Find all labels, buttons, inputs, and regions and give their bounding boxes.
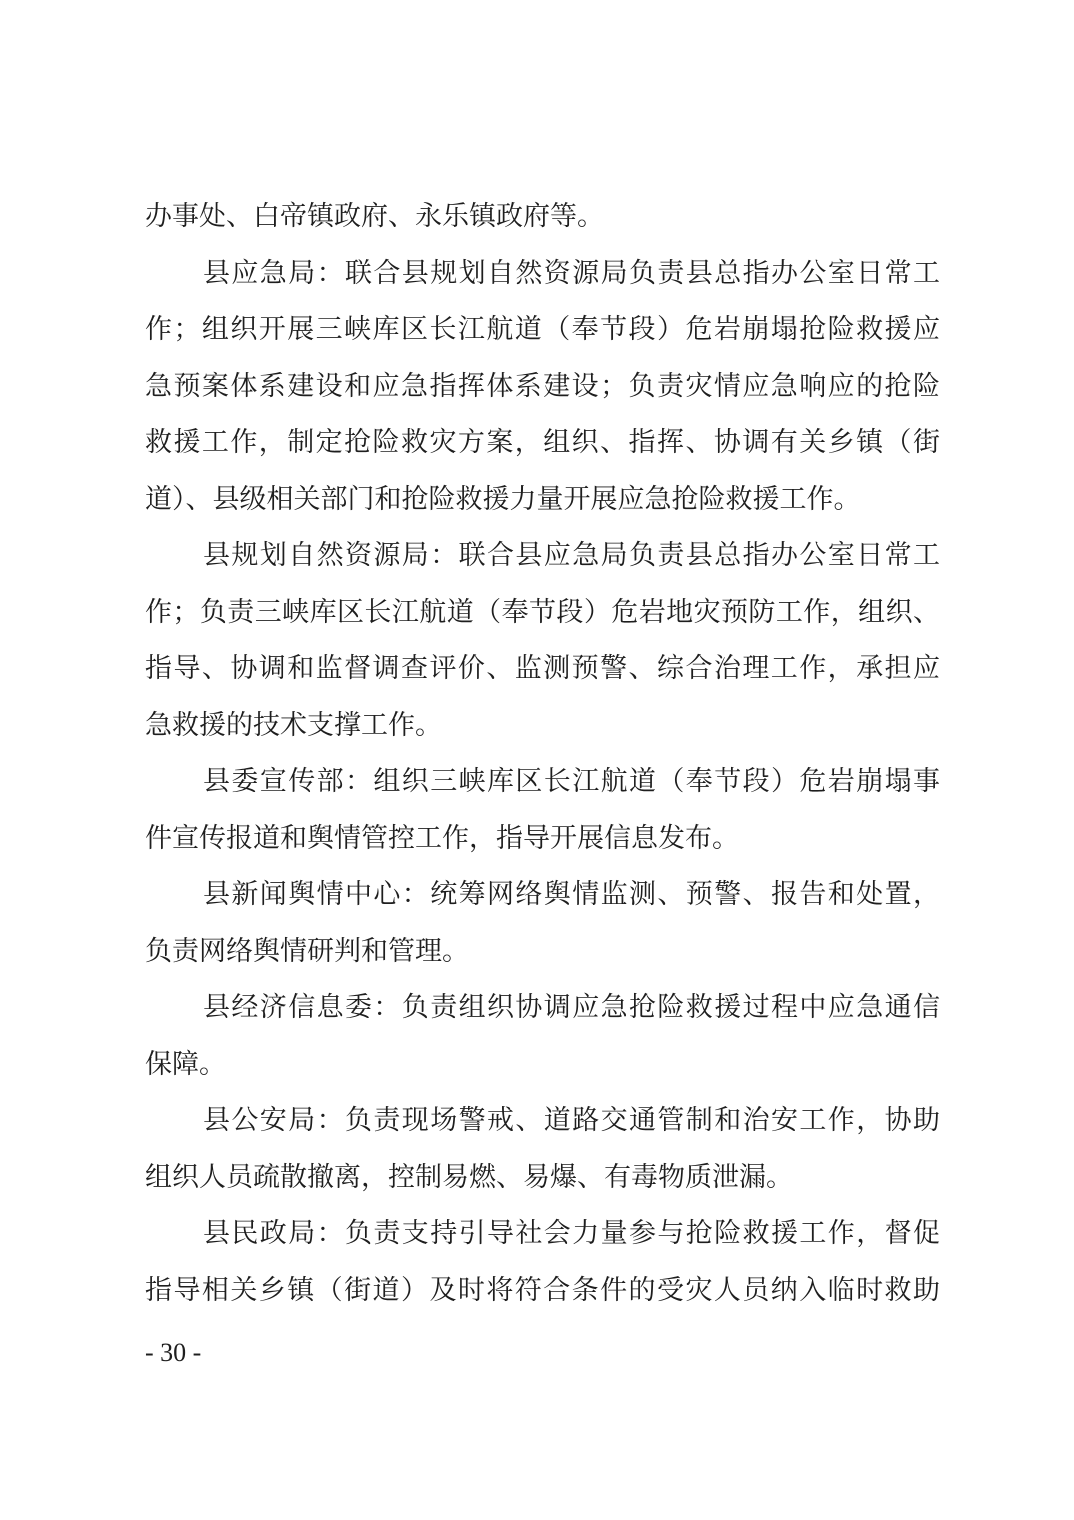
text-line: 作；组织开展三峡库区长江航道（奉节段）危岩崩塌抢险救援应 bbox=[145, 314, 940, 345]
text-line: 急预案体系建设和应急指挥体系建设；负责灾情应急响应的抢险 bbox=[145, 370, 940, 402]
text-line: 县公安局：负责现场警戒、道路交通管制和治安工作，协助 bbox=[203, 1105, 940, 1136]
text-line: 救援工作，制定抢险救灾方案，组织、指挥、协调有关乡镇（街 bbox=[145, 427, 940, 458]
page-number: - 30 - bbox=[145, 1338, 202, 1367]
text-line: 指导、协调和监督调查评价、监测预警、综合治理工作，承担应 bbox=[145, 653, 940, 684]
text-line: 办事处、白帝镇政府、永乐镇政府等。 bbox=[145, 201, 604, 232]
text-line: 道）、县级相关部门和抢险救援力量开展应急抢险救援工作。 bbox=[145, 483, 861, 515]
text-line: 件宣传报道和舆情管控工作，指导开展信息发布。 bbox=[145, 822, 739, 854]
paragraph-economy-information-commission bbox=[145, 980, 940, 1093]
text-line: 县民政局：负责支持引导社会力量参与抢险救援工作，督促 bbox=[203, 1218, 940, 1249]
text-line: 县新闻舆情中心：统筹网络舆情监测、预警、报告和处置， bbox=[203, 879, 940, 910]
text-line: 作；负责三峡库区长江航道（奉节段）危岩地灾预防工作，组织、 bbox=[145, 596, 940, 628]
paragraph-continuation bbox=[145, 189, 940, 246]
body-text bbox=[145, 189, 940, 1319]
text-line: 负责网络舆情研判和管理。 bbox=[145, 935, 469, 967]
text-line: 组织人员疏散撤离，控制易燃、易爆、有毒物质泄漏。 bbox=[145, 1161, 793, 1193]
text-line: 县经济信息委：负责组织协调应急抢险救援过程中应急通信 bbox=[203, 992, 940, 1023]
text-line: 县规划自然资源局：联合县应急局负责县总指办公室日常工 bbox=[203, 540, 940, 571]
text-line: 指导相关乡镇（街道）及时将符合条件的受灾人员纳入临时救助 bbox=[145, 1274, 940, 1306]
text-line: 急救援的技术支撑工作。 bbox=[145, 709, 442, 741]
text-line: 县应急局：联合县规划自然资源局负责县总指办公室日常工 bbox=[203, 257, 940, 289]
paragraph-civil-affairs-bureau bbox=[145, 1206, 940, 1319]
paragraph-planning-natural-resources-bureau bbox=[145, 528, 940, 754]
paragraph-public-security-bureau bbox=[145, 1093, 940, 1206]
paragraph-news-public-opinion-center bbox=[145, 867, 940, 980]
text-line: 保障。 bbox=[145, 1048, 226, 1080]
text-line: 县委宣传部：组织三峡库区长江航道（奉节段）危岩崩塌事 bbox=[203, 766, 940, 797]
paragraph-emergency-management-bureau bbox=[145, 246, 940, 529]
paragraph-publicity-department bbox=[145, 754, 940, 867]
